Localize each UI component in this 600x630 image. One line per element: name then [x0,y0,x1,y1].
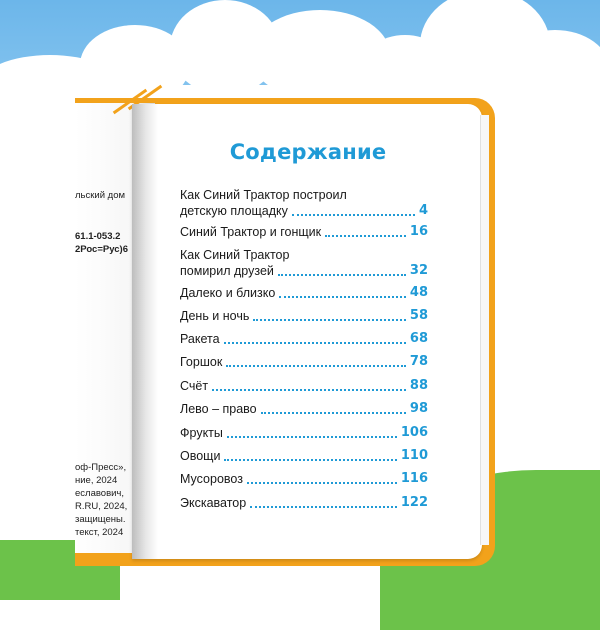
toc-entry [180,285,428,301]
left-page-text: текст, 2024 [75,527,124,538]
contents-title: Содержание [229,140,387,164]
toc-dot-leader [224,342,406,344]
toc-entry-title: Лево – право [180,402,257,416]
toc-entry [180,448,428,464]
toc-page-number: 106 [400,425,428,440]
toc-entry-title: Как Синий Трактор построил [180,188,347,202]
toc-page-number: 78 [409,354,428,369]
toc-entry-title: детскую площадку [180,204,288,218]
toc-dot-leader [250,506,397,508]
toc-page-number: 48 [409,285,428,300]
toc-entry-title: Синий Трактор и гонщик [180,225,322,239]
toc-entry-title: помирил друзей [180,264,274,278]
left-page-text: оф-Пресс», [75,462,127,473]
toc-dot-leader [226,365,406,367]
toc-page-number: 98 [409,401,428,416]
toc-page-number: 88 [409,378,428,393]
left-page-text: еславович, [75,488,125,499]
toc-entry [180,495,428,511]
toc-dot-leader [278,274,406,276]
toc-dot-leader [224,459,396,461]
left-page-text: защищены. [75,514,126,525]
toc-page-number: 16 [409,224,428,239]
toc-dot-leader [279,296,406,298]
left-page-text: ние, 2024 [75,475,118,486]
toc-entry [180,331,428,347]
toc-entry [180,471,428,487]
toc-dot-leader [247,482,397,484]
toc-page-number: 122 [400,495,428,510]
toc-dot-leader [212,389,406,391]
toc-entry [180,224,428,240]
toc-entry-title: Как Синий Трактор [180,248,290,262]
toc-entry [180,308,428,324]
toc-entry-title: Ракета [180,332,220,346]
toc-page-number: 4 [418,203,428,218]
toc-entry-title: Экскаватор [180,496,247,510]
book-spine-shadow [132,104,158,559]
toc-entry-title: Счёт [180,379,209,393]
left-page-text: 61.1-053.2 [75,231,121,242]
toc-page-number: 58 [409,308,428,323]
toc-page-number: 68 [409,331,428,346]
toc-entry-title: День и ночь [180,309,250,323]
left-page-text: льский дом [75,190,126,201]
toc-dot-leader [253,319,406,321]
toc-entry-title: Мусоровоз [180,472,243,486]
toc-entry-title: Овощи [180,449,221,463]
toc-entry [180,378,428,394]
toc-dot-leader [227,436,397,438]
toc-entry [180,354,428,370]
toc-entry-title: Горшок [180,355,223,369]
toc-dot-leader [325,235,406,237]
toc-page-number: 116 [400,471,428,486]
toc-page-number: 110 [400,448,428,463]
page-edge [480,115,489,545]
toc-entry [180,425,428,441]
toc-dot-leader [261,412,406,414]
toc-page-number: 32 [409,263,428,278]
toc-dot-leader [292,214,415,216]
left-page-text: R.RU, 2024, [75,501,128,512]
left-page-text: 2Рос=Рус)6 [75,244,129,255]
toc-entry-title: Далеко и близко [180,286,276,300]
toc-entry-title: Фрукты [180,426,223,440]
toc-entry [180,247,428,279]
toc-entry [180,401,428,417]
toc-entry [180,187,428,219]
